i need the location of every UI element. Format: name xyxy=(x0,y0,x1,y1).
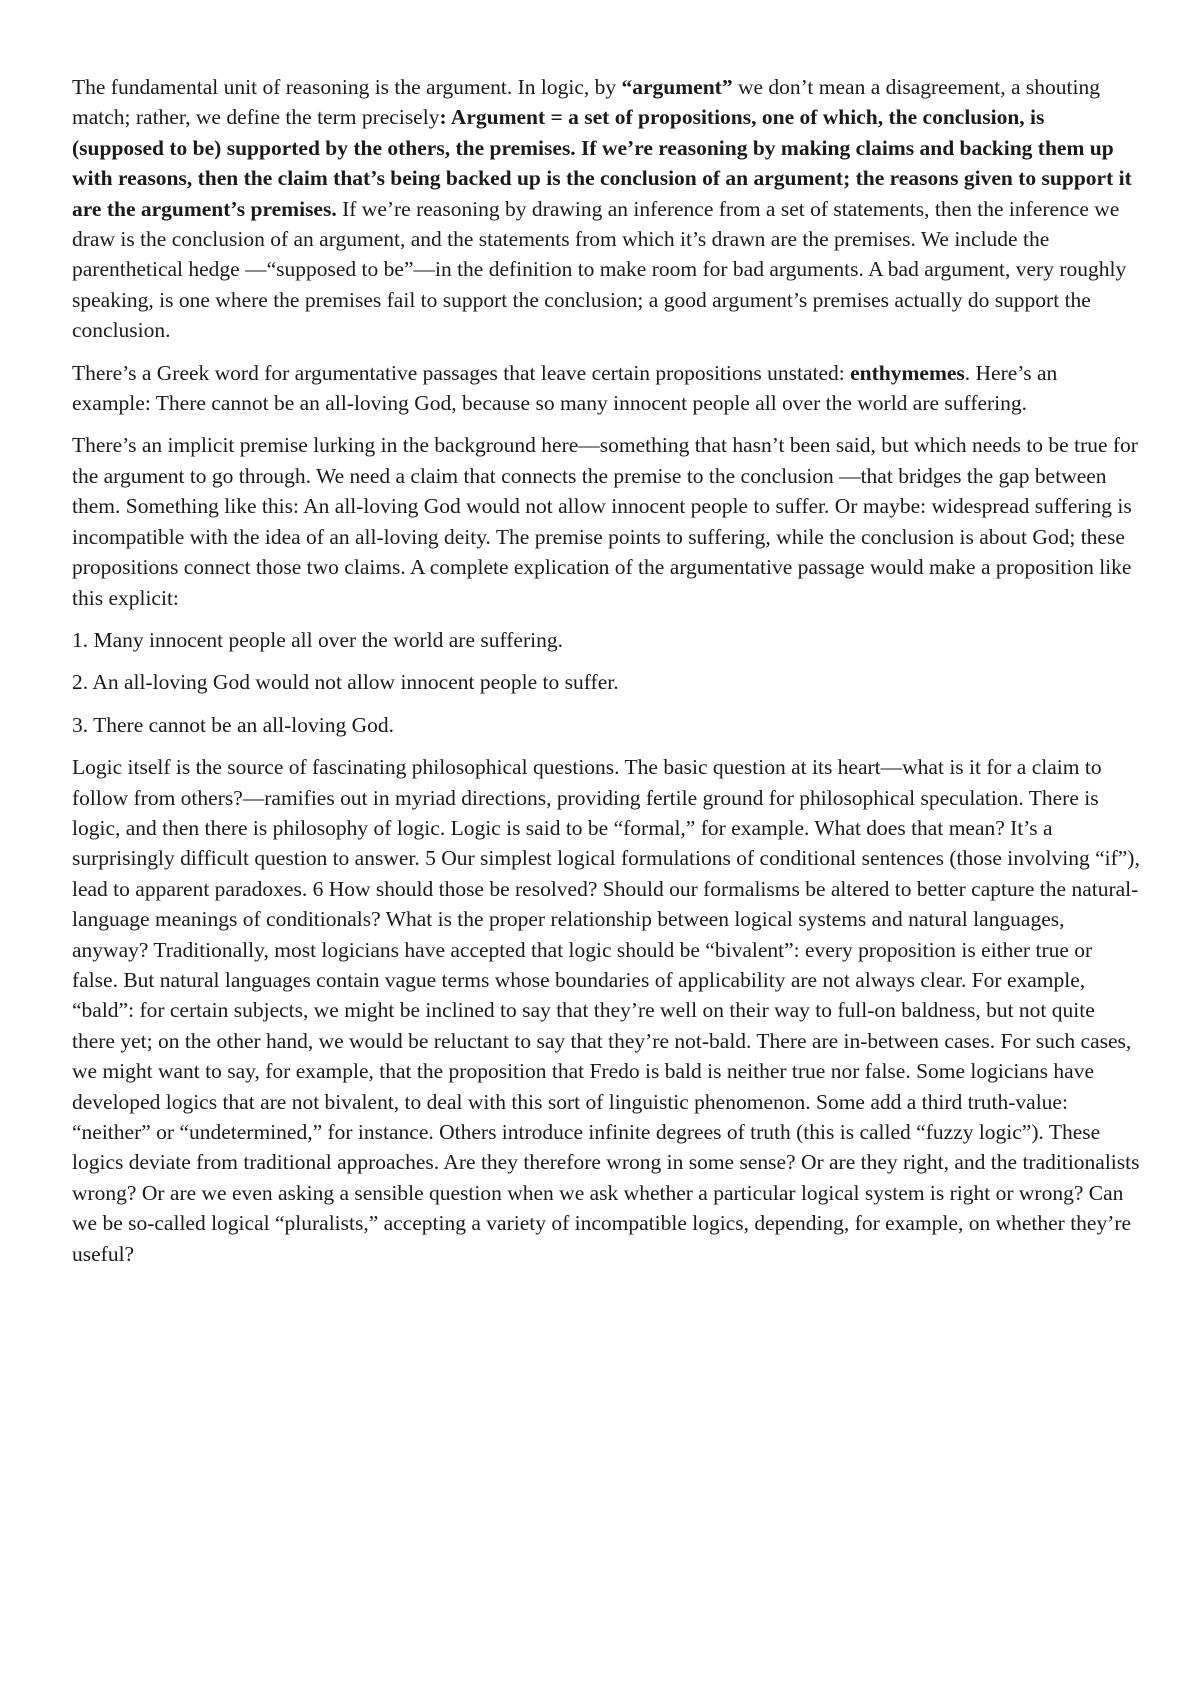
paragraph-text: If we’re reasoning by drawing an inference from a set of statements, then the inference we draw is the conclusion of an argument, and the statements from which it’s drawn are the premises. We include the parenthetical hedge —“supposed to be”—in the definition to make room for bad arguments. A bad argument, very roughly speaking, is one where the premises fail to support the conclusion; a good argument’s premises actually do support the conclusion. xyxy=(72,196,1127,343)
bold-term-enthymemes: enthymemes xyxy=(850,360,965,385)
bold-term-argument: “argument” xyxy=(621,75,733,99)
paragraph-text: we don’t mean a disagreement, a shouting match; rather, we define the term precisely xyxy=(72,75,1100,130)
paragraph-text: There’s a Greek word for argumentative passages that leave certain propositions unstated: xyxy=(72,360,851,385)
bold-definition: : Argument = a set of propositions, one of which, the conclusion, is (supposed to be) supported by the others, the premises. If we’re reasoning by making claims and backing them up with reasons, then the claim that’s being backed up is the conclusion of an argument; the reasons given to support it are the argument’s premises. xyxy=(72,105,1132,221)
paragraph-text: . Here’s an example: There cannot be an all-loving God, because so many innocent people all over the world are suffering. xyxy=(72,360,1058,416)
paragraph-implicit-premise: There’s an implicit premise lurking in the background here—something that hasn’t been said, but which needs to be true for the argument to go through. We need a claim that connects the premise to the conclusion —that bridges the gap between them. Something like this: An all-loving God would not allow innocent people to suffer. Or maybe: widespread suffering is incompatible with the idea of an all-loving deity. The premise points to suffering, while the conclusion is about God; these propositions connect those two claims. A complete explication of the argumentative passage would make a proposition like this explicit: xyxy=(72,433,1138,610)
paragraph-argument-definition xyxy=(72,72,1140,346)
paragraph-philosophy-of-logic: Logic itself is the source of fascinating philosophical questions. The basic question at its heart—what is it for a claim to follow from others?—ramifies out in myriad directions, providing fertile ground for philosophical speculation. There is logic, and then there is philosophy of logic. Logic is said to be “formal,” for example. What does that mean? It’s a surprisingly difficult question to answer. 5 Our simplest logical formulations of conditional sentences (those involving “if”), lead to apparent paradoxes. 6 How should those be resolved? Should our formalisms be altered to better capture the natural-language meanings of conditionals? What is the proper relationship between logical systems and natural languages, anyway? Traditionally, most logicians have accepted that logic should be “bivalent”: every proposition is either true or false. But natural languages contain vague terms whose boundaries of applicability are not always clear. For example, “bald”: for certain subjects, we might be inclined to say that they’re well on their way to full-on baldness, but not quite there yet; on the other hand, we would be reluctant to say that they’re not-bald. There are in-between cases. For such cases, we might want to say, for example, that the proposition that Fredo is bald is neither true nor false. Some logicians have developed logics that are not bivalent, to deal with this sort of linguistic phenomenon. Some add a third truth-value: “neither” or “undetermined,” for instance. Others introduce infinite degrees of truth (this is called “fuzzy logic”). These logics deviate from traditional approaches. Are they therefore wrong in some sense? Or are they right, and the traditionalists wrong? Or are we even asking a sensible question when we ask whether a particular logical system is right or wrong? Can we be so-called logical “pluralists,” accepting a variety of incompatible logics, depending, for example, on whether they’re useful? xyxy=(72,755,1140,1266)
paragraph-enthymemes xyxy=(72,358,1140,419)
paragraph-text: The fundamental unit of reasoning is the argument. In logic, by xyxy=(72,75,622,99)
premise-list-item: 1. Many innocent people all over the world are suffering. xyxy=(72,627,563,652)
premise-list-item: 2. An all-loving God would not allow innocent people to suffer. xyxy=(72,670,619,695)
conclusion-list-item: 3. There cannot be an all-loving God. xyxy=(72,712,395,737)
document-page xyxy=(72,72,1140,1281)
